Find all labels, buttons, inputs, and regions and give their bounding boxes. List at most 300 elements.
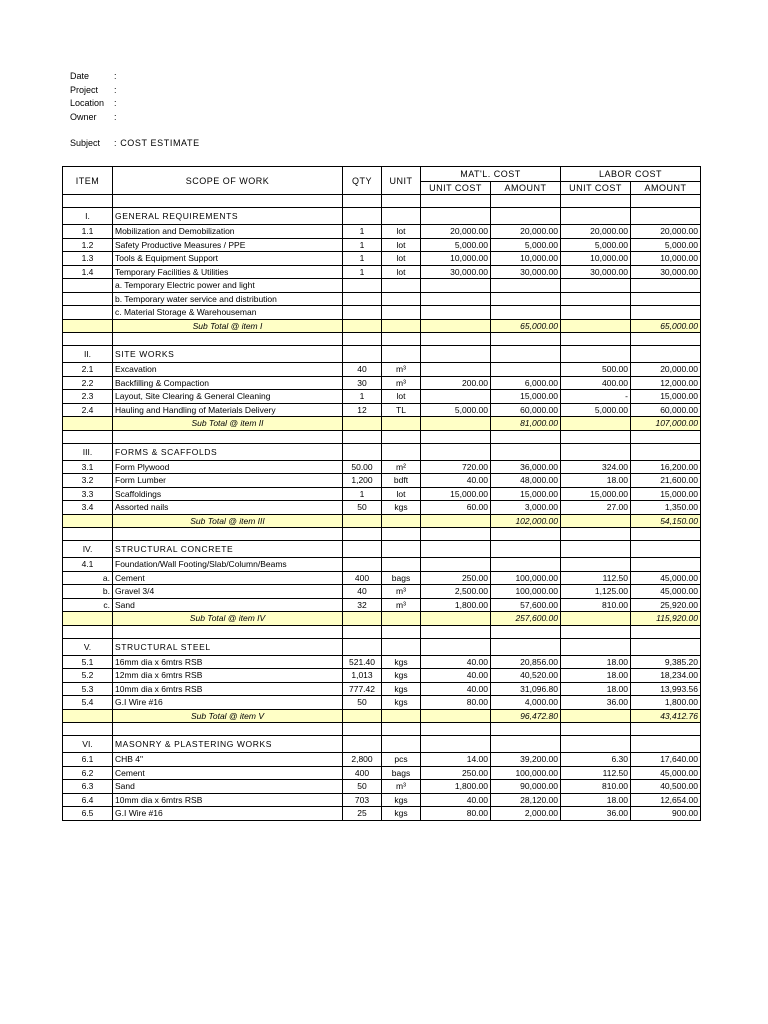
matl-unit-cost: 5,000.00 [421,238,491,252]
line-item-row [63,766,701,780]
cost-estimate-table [62,166,701,821]
item-no: 3.4 [63,501,113,515]
qty: 777.42 [343,682,382,696]
matl-amount: 36,000.00 [491,460,561,474]
matl-amount [491,292,561,306]
subtotal-row [63,514,701,528]
line-item-row [63,598,701,612]
blank-cell [631,528,701,541]
qty: 1 [343,390,382,404]
subject-line: Subject : COST ESTIMATE [70,138,200,148]
matl-amount: 5,000.00 [491,238,561,252]
blank-cell [382,723,421,736]
scope-of-work: Safety Productive Measures / PPE [113,238,343,252]
blank-cell [63,528,113,541]
empty-cell [631,346,701,363]
blank-cell [343,625,382,638]
empty-cell [343,417,382,431]
qty-header: QTY [343,167,382,195]
empty-cell [382,208,421,225]
unit: TL [382,403,421,417]
scope-of-work: Form Lumber [113,474,343,488]
labor-unit-cost [561,292,631,306]
labor-amount: 20,000.00 [631,225,701,239]
blank-cell [343,333,382,346]
labor-unit-cost: 400.00 [561,376,631,390]
qty: 50 [343,780,382,794]
line-item-row [63,225,701,239]
empty-cell [343,319,382,333]
blank-cell [382,430,421,443]
line-item-row [63,558,701,572]
matl-subtotal: 65,000.00 [491,319,561,333]
matl-amount: 48,000.00 [491,474,561,488]
matl-amount: 20,856.00 [491,655,561,669]
section-heading-row [63,736,701,753]
blank-cell [491,195,561,208]
qty [343,292,382,306]
item-no: 1.1 [63,225,113,239]
unit: m³ [382,598,421,612]
empty-cell [491,346,561,363]
matl-amount [491,363,561,377]
unit: m³ [382,376,421,390]
section-number: V. [63,638,113,655]
labor-unit-cost: 112.50 [561,571,631,585]
unit: bags [382,766,421,780]
empty-cell [421,319,491,333]
item-no: b. [63,585,113,599]
qty: 32 [343,598,382,612]
scope-of-work: Sand [113,780,343,794]
qty: 1 [343,252,382,266]
unit: lot [382,238,421,252]
matl-amount: 20,000.00 [491,225,561,239]
blank-cell [561,723,631,736]
section-title: FORMS & SCAFFOLDS [113,443,343,460]
unit: lot [382,265,421,279]
labor-amount: 40,500.00 [631,780,701,794]
labor-amount: 15,000.00 [631,487,701,501]
empty-cell [561,514,631,528]
line-item-row [63,780,701,794]
matl-subtotal: 81,000.00 [491,417,561,431]
section-heading-row [63,346,701,363]
matl-unit-cost: 14.00 [421,753,491,767]
empty-cell [421,638,491,655]
labor-amount: 25,920.00 [631,598,701,612]
section-title: SITE WORKS [113,346,343,363]
blank-cell [343,195,382,208]
labor-amount: 18,234.00 [631,669,701,683]
empty-cell [343,709,382,723]
date-field: Date : [70,71,117,81]
blank-row [63,528,701,541]
matl-amount: 15,000.00 [491,390,561,404]
blank-row [63,625,701,638]
labor-cost-header: LABOR COST [561,167,701,182]
empty-cell [382,638,421,655]
line-item-row [63,238,701,252]
empty-cell [382,709,421,723]
empty-cell [561,541,631,558]
item-no: 2.1 [63,363,113,377]
blank-cell [631,723,701,736]
labor-unit-cost: 18.00 [561,474,631,488]
empty-cell [382,612,421,626]
empty-cell [343,612,382,626]
matl-unit-cost: 250.00 [421,571,491,585]
item-no: 4.1 [63,558,113,572]
document-header-fields [70,70,117,124]
blank-cell [631,195,701,208]
subtotal-label: Sub Total @ item V [113,709,343,723]
item-no: 3.3 [63,487,113,501]
header-row [63,167,701,182]
scope-of-work: 10mm dia x 6mtrs RSB [113,682,343,696]
blank-cell [561,195,631,208]
item-no: 5.1 [63,655,113,669]
empty-cell [421,443,491,460]
labor-unit-cost: 30,000.00 [561,265,631,279]
labor-amount: 12,000.00 [631,376,701,390]
matl-unit-cost [421,279,491,293]
blank-cell [561,528,631,541]
qty: 1,013 [343,669,382,683]
labor-amount: 15,000.00 [631,390,701,404]
scope-of-work: 10mm dia x 6mtrs RSB [113,793,343,807]
matl-unit-cost: 15,000.00 [421,487,491,501]
blank-cell [382,528,421,541]
unit: kgs [382,669,421,683]
item-no: a. [63,571,113,585]
labor-amount: 12,654.00 [631,793,701,807]
blank-cell [113,430,343,443]
empty-cell [382,319,421,333]
item-no: c. [63,598,113,612]
matl-amount: 6,000.00 [491,376,561,390]
empty-cell [561,208,631,225]
matl-amount: 57,600.00 [491,598,561,612]
section-number: IV. [63,541,113,558]
qty: 12 [343,403,382,417]
blank-cell [561,333,631,346]
blank-cell [63,723,113,736]
empty-cell [343,208,382,225]
matl-unit-cost [421,558,491,572]
section-heading-row [63,638,701,655]
empty-cell [561,443,631,460]
scope-of-work: Form Plywood [113,460,343,474]
labor-amount: 17,640.00 [631,753,701,767]
empty-cell [382,417,421,431]
empty-cell [561,417,631,431]
qty: 40 [343,363,382,377]
labor-amount-header: AMOUNT [631,182,701,195]
matl-subtotal: 102,000.00 [491,514,561,528]
subtotal-row [63,319,701,333]
matl-amount: 28,120.00 [491,793,561,807]
labor-amount [631,558,701,572]
section-number: II. [63,346,113,363]
item-no: 6.4 [63,793,113,807]
section-heading-row [63,443,701,460]
matl-amount [491,279,561,293]
line-item-row [63,807,701,821]
blank-cell [421,528,491,541]
matl-amount: 40,520.00 [491,669,561,683]
blank-cell [491,625,561,638]
qty: 1 [343,487,382,501]
matl-unit-cost: 80.00 [421,696,491,710]
blank-cell [63,625,113,638]
line-item-row [63,252,701,266]
matl-amount: 10,000.00 [491,252,561,266]
qty: 400 [343,766,382,780]
line-item-row [63,403,701,417]
labor-subtotal: 115,920.00 [631,612,701,626]
scope-of-work: G.I Wire #16 [113,807,343,821]
labor-unit-cost-header: UNIT COST [561,182,631,195]
labor-subtotal: 107,000.00 [631,417,701,431]
matl-amount: 60,000.00 [491,403,561,417]
empty-cell [63,417,113,431]
scope-of-work: Cement [113,766,343,780]
line-item-row [63,793,701,807]
line-item-row [63,696,701,710]
section-title: STRUCTURAL CONCRETE [113,541,343,558]
empty-cell [561,612,631,626]
labor-amount: 10,000.00 [631,252,701,266]
item-no: 3.1 [63,460,113,474]
labor-amount: 60,000.00 [631,403,701,417]
labor-amount: 1,800.00 [631,696,701,710]
unit [382,279,421,293]
empty-cell [343,541,382,558]
labor-unit-cost: 36.00 [561,807,631,821]
empty-cell [421,346,491,363]
line-item-row [63,390,701,404]
empty-cell [343,443,382,460]
labor-amount: 16,200.00 [631,460,701,474]
empty-cell [421,736,491,753]
matl-unit-cost: 40.00 [421,669,491,683]
unit: pcs [382,753,421,767]
qty [343,279,382,293]
qty: 50.00 [343,460,382,474]
unit: lot [382,225,421,239]
empty-cell [631,736,701,753]
matl-unit-cost: 40.00 [421,682,491,696]
empty-cell [561,638,631,655]
matl-amount: 2,000.00 [491,807,561,821]
item-no [63,306,113,320]
blank-row [63,333,701,346]
unit-header: UNIT [382,167,421,195]
labor-unit-cost [561,558,631,572]
blank-cell [561,430,631,443]
empty-cell [561,709,631,723]
matl-unit-cost: 80.00 [421,807,491,821]
labor-unit-cost: 324.00 [561,460,631,474]
scope-of-work: 16mm dia x 6mtrs RSB [113,655,343,669]
labor-unit-cost: 20,000.00 [561,225,631,239]
matl-amount-header: AMOUNT [491,182,561,195]
blank-cell [63,333,113,346]
labor-unit-cost: - [561,390,631,404]
scope-of-work: Excavation [113,363,343,377]
blank-cell [491,528,561,541]
matl-subtotal: 257,600.00 [491,612,561,626]
matl-unit-cost: 60.00 [421,501,491,515]
matl-amount: 39,200.00 [491,753,561,767]
empty-cell [343,638,382,655]
matl-unit-cost: 720.00 [421,460,491,474]
empty-cell [561,346,631,363]
item-no: 1.3 [63,252,113,266]
empty-cell [421,612,491,626]
blank-row [63,723,701,736]
matl-amount: 31,096.80 [491,682,561,696]
blank-cell [491,333,561,346]
qty: 1 [343,238,382,252]
line-item-row [63,363,701,377]
empty-cell [491,736,561,753]
unit: bdft [382,474,421,488]
empty-cell [63,709,113,723]
empty-cell [421,514,491,528]
matl-unit-cost: 10,000.00 [421,252,491,266]
section-heading-row [63,541,701,558]
section-title: GENERAL REQUIREMENTS [113,208,343,225]
blank-cell [113,723,343,736]
blank-cell [631,625,701,638]
labor-unit-cost: 5,000.00 [561,238,631,252]
empty-cell [631,208,701,225]
empty-cell [421,709,491,723]
matl-amount [491,558,561,572]
labor-amount [631,279,701,293]
line-item-row [63,682,701,696]
blank-cell [382,195,421,208]
matl-amount: 30,000.00 [491,265,561,279]
scope-of-work: c. Material Storage & Warehouseman [113,306,343,320]
blank-cell [113,195,343,208]
item-no: 2.3 [63,390,113,404]
matl-unit-cost: 200.00 [421,376,491,390]
blank-cell [113,528,343,541]
unit [382,306,421,320]
matl-subtotal: 96,472.80 [491,709,561,723]
empty-cell [382,541,421,558]
empty-cell [491,541,561,558]
qty: 25 [343,807,382,821]
labor-amount: 30,000.00 [631,265,701,279]
labor-unit-cost: 1,125.00 [561,585,631,599]
subtotal-row [63,417,701,431]
matl-unit-cost: 20,000.00 [421,225,491,239]
empty-cell [561,319,631,333]
matl-unit-cost [421,363,491,377]
empty-cell [561,736,631,753]
line-item-row [63,376,701,390]
scope-of-work: G.I Wire #16 [113,696,343,710]
blank-cell [421,195,491,208]
qty: 30 [343,376,382,390]
project-field: Project : [70,84,117,95]
matl-amount: 90,000.00 [491,780,561,794]
matl-unit-cost: 2,500.00 [421,585,491,599]
unit: kgs [382,793,421,807]
matl-unit-cost: 30,000.00 [421,265,491,279]
scope-of-work: Tools & Equipment Support [113,252,343,266]
matl-unit-cost [421,292,491,306]
line-item-row [63,753,701,767]
blank-cell [631,430,701,443]
matl-unit-cost: 40.00 [421,474,491,488]
unit: kgs [382,807,421,821]
empty-cell [421,417,491,431]
matl-unit-cost-header: UNIT COST [421,182,491,195]
scope-header: SCOPE OF WORK [113,167,343,195]
line-item-row [63,265,701,279]
empty-cell [382,443,421,460]
section-title: STRUCTURAL STEEL [113,638,343,655]
labor-amount: 45,000.00 [631,571,701,585]
section-number: I. [63,208,113,225]
scope-of-work: Hauling and Handling of Materials Delivery [113,403,343,417]
line-item-row [63,474,701,488]
matl-unit-cost: 250.00 [421,766,491,780]
blank-cell [343,723,382,736]
blank-cell [421,333,491,346]
subtotal-label: Sub Total @ item III [113,514,343,528]
empty-cell [382,514,421,528]
qty: 50 [343,696,382,710]
blank-cell [491,430,561,443]
labor-unit-cost: 810.00 [561,598,631,612]
scope-of-work: Layout, Site Clearing & General Cleaning [113,390,343,404]
unit: kgs [382,501,421,515]
empty-cell [63,612,113,626]
matl-unit-cost [421,390,491,404]
empty-cell [491,638,561,655]
scope-of-work: Backfilling & Compaction [113,376,343,390]
labor-unit-cost: 15,000.00 [561,487,631,501]
line-item-row [63,487,701,501]
labor-subtotal: 54,150.00 [631,514,701,528]
line-item-row [63,501,701,515]
unit [382,558,421,572]
labor-unit-cost: 10,000.00 [561,252,631,266]
labor-amount: 45,000.00 [631,766,701,780]
qty: 400 [343,571,382,585]
labor-amount: 1,350.00 [631,501,701,515]
unit: kgs [382,682,421,696]
labor-unit-cost: 810.00 [561,780,631,794]
matl-unit-cost: 40.00 [421,793,491,807]
subtotal-label: Sub Total @ item IV [113,612,343,626]
qty: 50 [343,501,382,515]
empty-cell [421,541,491,558]
empty-cell [631,541,701,558]
item-no: 2.4 [63,403,113,417]
matl-amount: 100,000.00 [491,585,561,599]
qty: 1 [343,225,382,239]
labor-amount: 9,385.20 [631,655,701,669]
labor-amount: 900.00 [631,807,701,821]
labor-amount: 21,600.00 [631,474,701,488]
